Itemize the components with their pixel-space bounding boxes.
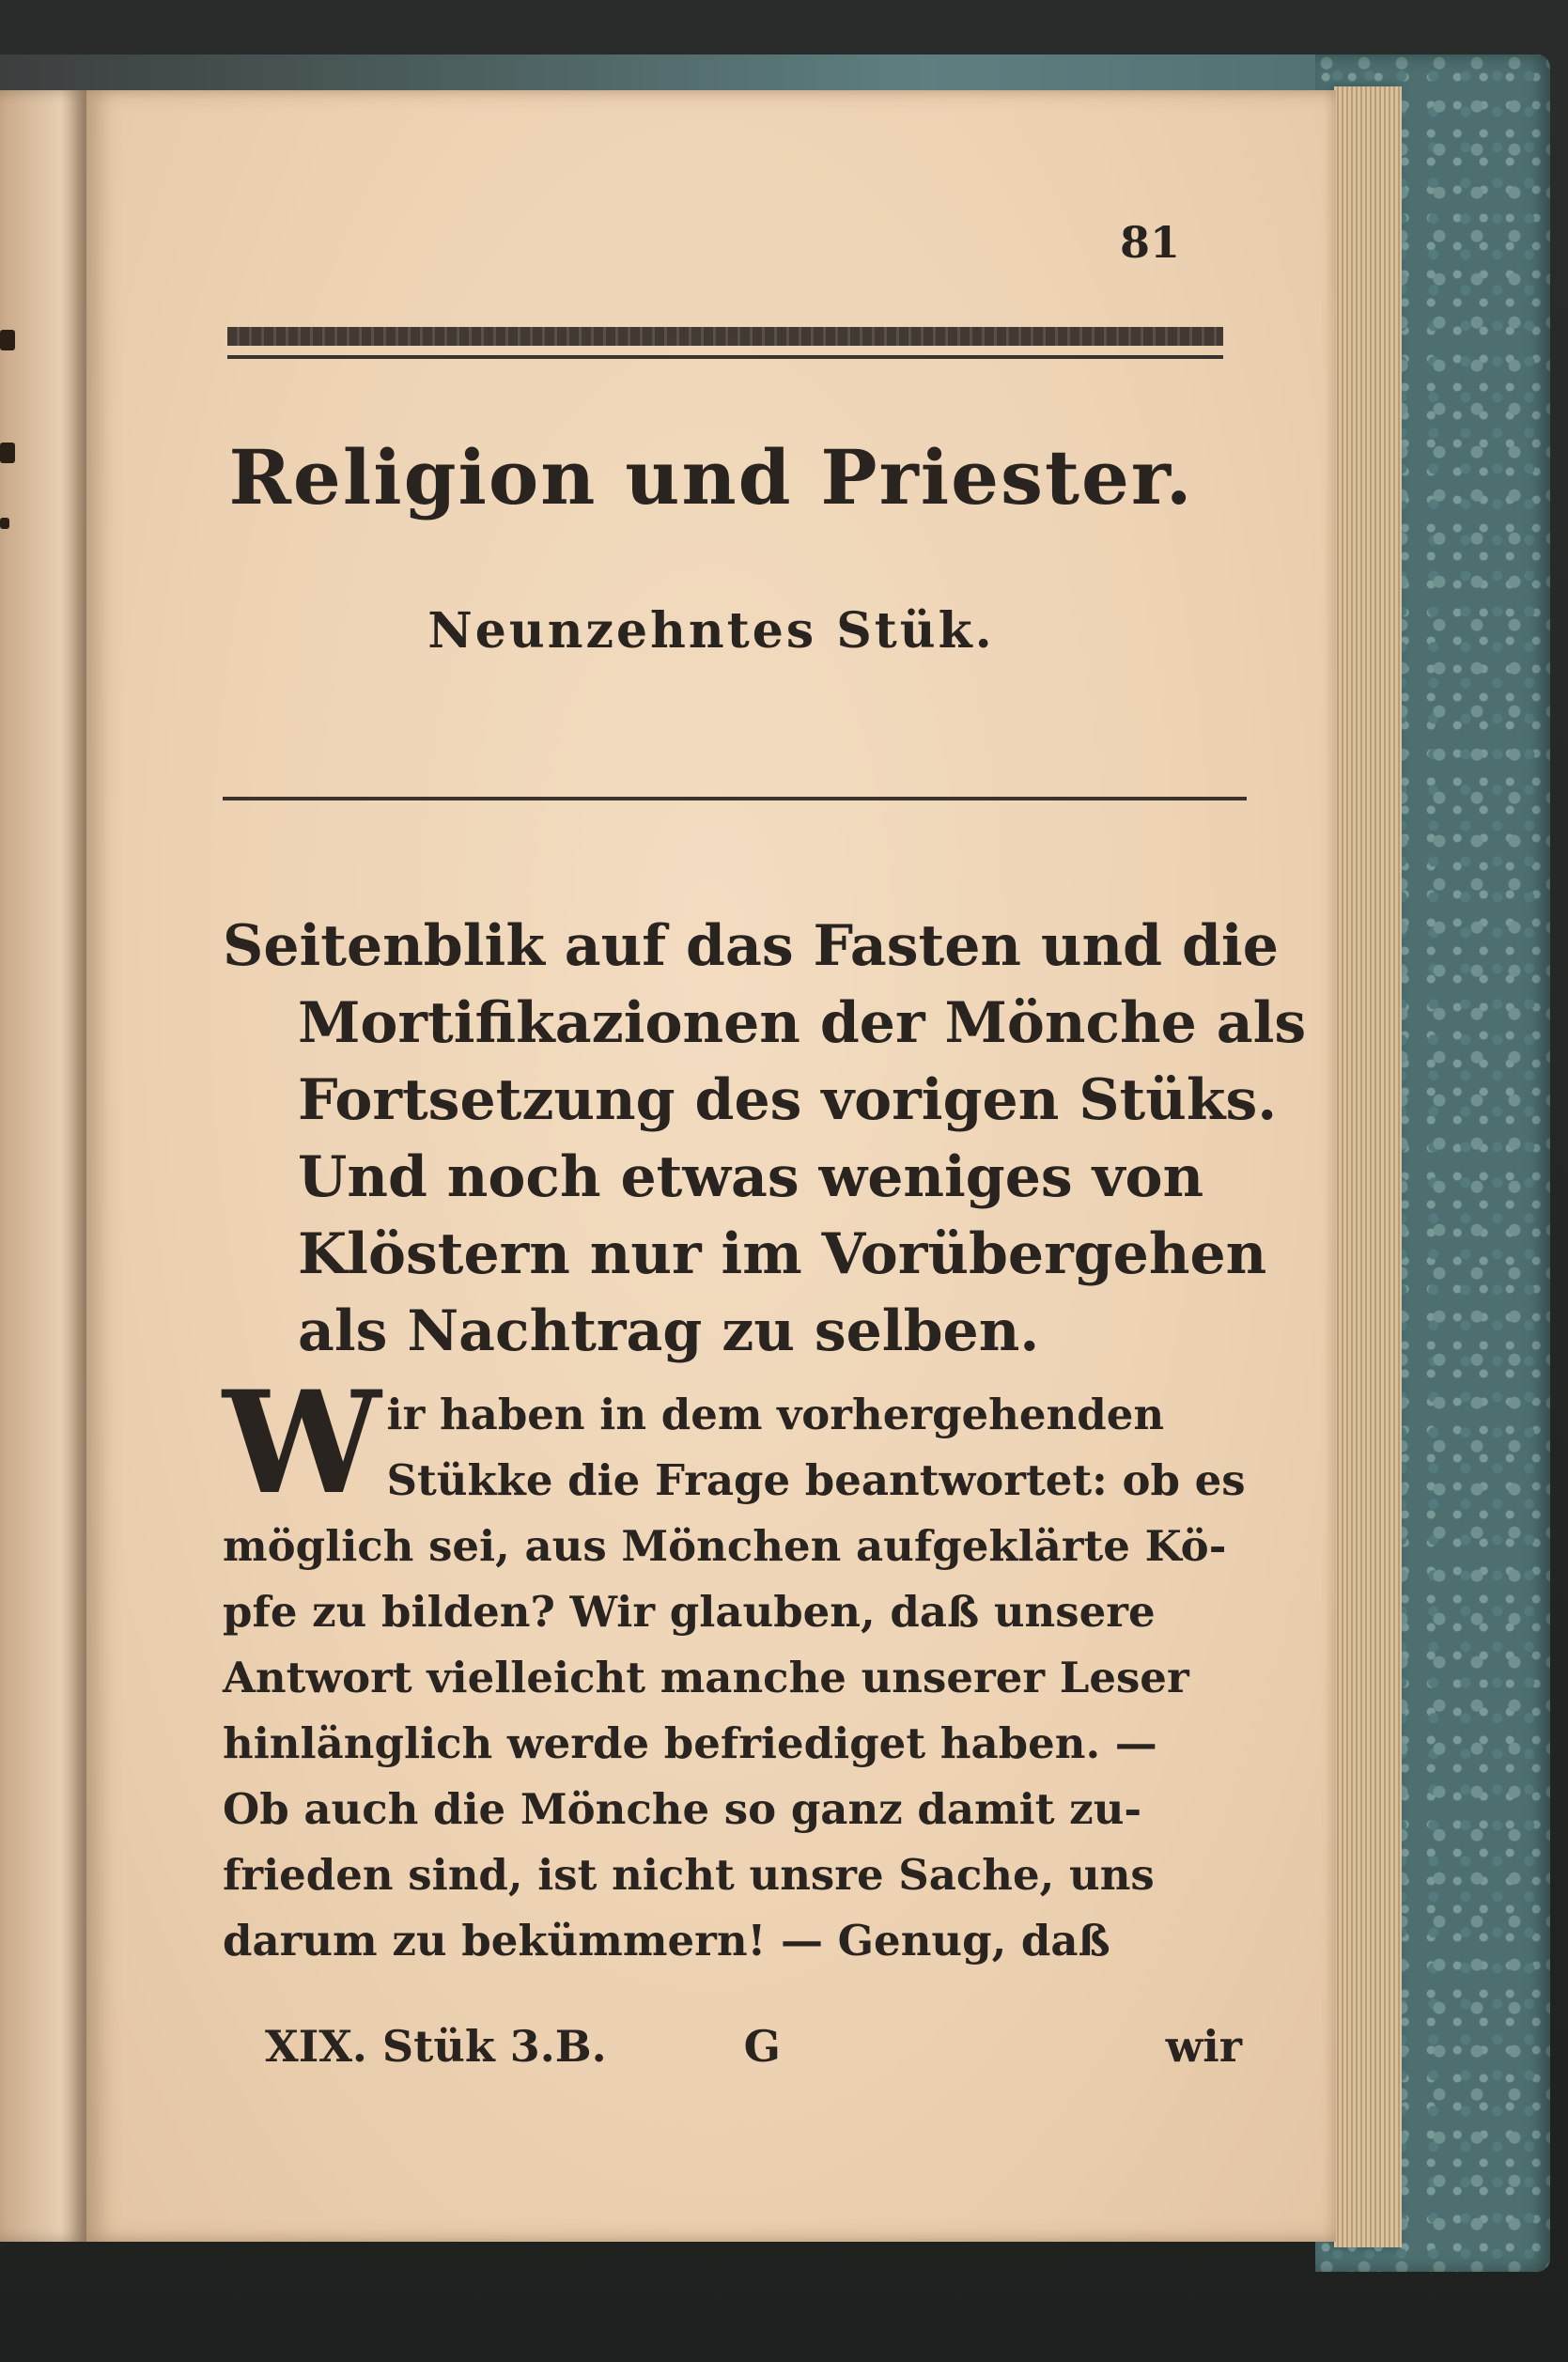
sheet-mark: G — [743, 2021, 781, 2072]
chapter-title: Religion und Priester. — [228, 433, 1194, 521]
book-page — [86, 90, 1336, 2242]
body-line: darum zu bekümmern! — Genug, daß — [223, 1916, 1110, 1966]
body-line: Antwort vielleicht manche unserer Leser — [223, 1653, 1189, 1702]
ornamental-rule — [227, 327, 1223, 346]
drop-cap: W — [223, 1360, 381, 1526]
left-page-glyph — [0, 518, 9, 529]
divider-rule — [223, 797, 1247, 800]
summary-line: Mortifikazionen der Mönche als — [298, 990, 1307, 1056]
body-line: hinlänglich werde befriediget haben. — — [223, 1718, 1157, 1768]
rule-line — [227, 355, 1223, 359]
page-number: 81 — [1120, 217, 1181, 268]
left-page-edge — [0, 90, 86, 2242]
left-page-glyph — [0, 443, 15, 463]
page-footer — [265, 2021, 1242, 2072]
signature-mark: XIX. Stük 3.B. — [265, 2021, 607, 2072]
body-text — [223, 1360, 1247, 1974]
body-line: Ob auch die Mönche so ganz damit zu- — [223, 1784, 1142, 1834]
body-line: frieden sind, ist nicht unsre Sache, uns — [223, 1850, 1155, 1900]
body-line: möglich sei, aus Mönchen aufgeklärte Kö- — [223, 1521, 1227, 1571]
chapter-summary — [223, 908, 1307, 1370]
summary-line: Und noch etwas weniges von — [298, 1144, 1204, 1210]
body-line: ir haben in dem vorhergehenden — [386, 1390, 1165, 1439]
body-line: pfe zu bilden? Wir glauben, daß unsere — [223, 1587, 1156, 1637]
chapter-subtitle: Neunzehntes Stük. — [427, 602, 995, 660]
page-edges — [1334, 86, 1402, 2247]
body-line: Stükke die Frage beantwortet: ob es — [386, 1455, 1246, 1505]
catchword: wir — [1165, 2021, 1242, 2072]
left-page-glyph — [0, 330, 15, 350]
summary-line: Seitenblik auf das Fasten und die — [223, 913, 1279, 979]
summary-line: Klöstern nur im Vorübergehen — [298, 1221, 1267, 1287]
summary-line: Fortsetzung des vorigen Stüks. — [298, 1067, 1278, 1133]
summary-line: als Nachtrag zu selben. — [298, 1298, 1040, 1364]
